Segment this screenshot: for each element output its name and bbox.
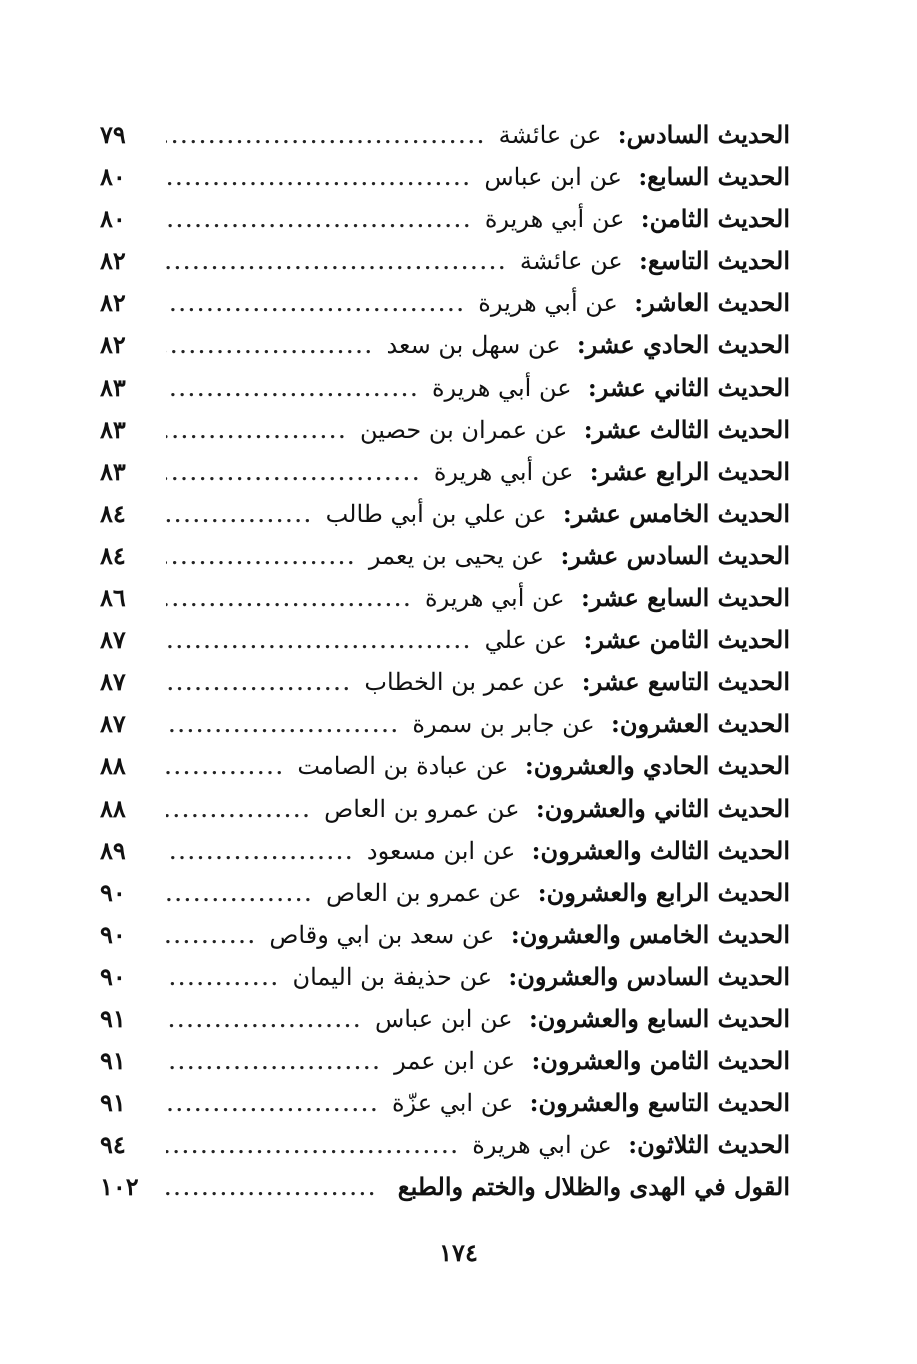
toc-entry-source: عن عمر بن الخطاب: [364, 668, 566, 697]
toc-entry-source: عن ابن عباس: [484, 163, 622, 192]
toc-entry-heading: الحديث الحادي عشر:: [576, 330, 790, 360]
dot-leader: [166, 201, 473, 243]
toc-entry-source: عن سهل بن سعد: [386, 331, 561, 360]
toc-entry: [100, 451, 790, 493]
toc-entry: [100, 1082, 790, 1124]
toc-entry-title: [326, 493, 790, 535]
toc-entry-title: [375, 998, 790, 1040]
toc-entry-source: عن عبادة بن الصامت: [297, 752, 509, 781]
dot-leader: [166, 622, 473, 664]
toc-entry-heading: الحديث التاسع عشر:: [581, 667, 790, 697]
toc-entry-title: [369, 535, 790, 577]
toc-entry-page: ٨٧: [100, 709, 126, 739]
dot-leader: [166, 1001, 363, 1043]
toc-entry: [100, 914, 790, 956]
toc-entry: [100, 324, 790, 366]
toc-entry-title: [478, 282, 790, 324]
toc-entry-page: ٨٢: [100, 288, 126, 318]
dot-leader: [166, 1127, 460, 1169]
toc-entry-heading: الحديث العشرون:: [611, 709, 790, 739]
toc-entry: [100, 998, 790, 1040]
toc-entry-page: ٧٩: [100, 120, 126, 149]
dot-leader: [166, 243, 508, 285]
toc-entry: [100, 619, 790, 661]
toc-entry-source: عن يحيى بن يعمر: [368, 541, 545, 570]
toc-entry-page: ٨٠: [100, 162, 126, 192]
toc-entry-heading: الحديث الثامن عشر:: [583, 625, 790, 655]
toc-entry-title: [386, 324, 790, 366]
toc-entry: [100, 409, 790, 451]
toc-entry-source: عن حذيفة بن اليمان: [292, 962, 493, 991]
toc-entry-heading: الحديث السادس والعشرون:: [508, 961, 790, 991]
dot-leader: [166, 117, 487, 159]
toc-entry-title: [292, 956, 790, 998]
toc-entry: [100, 535, 790, 577]
toc-entry-page: ٨٩: [100, 835, 126, 865]
toc-entry-heading: الحديث الثامن:: [640, 204, 790, 234]
toc-entry-source: عن جابر بن سمرة: [412, 710, 595, 739]
toc-entry-source: عن علي بن أبي طالب: [325, 499, 547, 528]
toc-entry-page: ١٠٢: [100, 1172, 139, 1202]
dot-leader: [166, 664, 352, 706]
toc-entry-title: [360, 409, 790, 451]
toc-entry-page: ٨٠: [100, 204, 126, 234]
toc-entry-page: ٩٠: [100, 961, 126, 991]
toc-entry-page: ٩٠: [100, 919, 126, 949]
toc-entry-title: [432, 367, 790, 409]
toc-entry-page: ٨٢: [100, 330, 126, 360]
toc-entry-title: [367, 830, 790, 872]
toc-entry: [100, 367, 790, 409]
toc-entry-source: عن سعد بن ابي وقاص: [269, 920, 495, 949]
toc-entry-title: [434, 451, 790, 493]
toc-entry-page: ٩٠: [100, 877, 126, 907]
dot-leader: [166, 1169, 378, 1211]
toc-entry: [100, 1166, 790, 1208]
toc-entry-title: [485, 619, 790, 661]
toc-entry: [100, 872, 790, 914]
toc-entry-heading: الحديث الحادي والعشرون:: [524, 751, 790, 781]
toc-entry-title: [364, 661, 790, 703]
toc-entry-page: ٨٢: [100, 246, 126, 276]
toc-entry-title: [392, 1082, 790, 1124]
toc-entry-heading: الحديث الثامن والعشرون:: [531, 1046, 790, 1076]
dot-leader: [166, 580, 413, 622]
toc-entry-page: ٨٣: [100, 456, 126, 486]
dot-leader: [166, 791, 312, 833]
toc-entry: [100, 745, 790, 787]
toc-entry: [100, 493, 790, 535]
toc-entry-source: عن عمران بن حصين: [360, 415, 568, 444]
toc-entry-heading: الحديث السابع والعشرون:: [528, 1003, 790, 1033]
toc-entry-source: عن أبي هريرة: [431, 373, 572, 402]
toc-entry-heading: الحديث الثالث والعشرون:: [531, 835, 790, 865]
dot-leader: [166, 370, 420, 412]
dot-leader: [166, 159, 472, 201]
toc-entry-source: عن عائشة: [498, 121, 602, 149]
toc-entry-title: [520, 240, 790, 282]
toc-entry-page: ٩٤: [100, 1130, 126, 1160]
toc-entry-heading: الحديث العاشر:: [634, 288, 790, 318]
dot-leader: [166, 412, 348, 454]
toc-entry-source: عن أبي هريرة: [433, 457, 574, 486]
dot-leader: [166, 327, 374, 369]
toc-entry: [100, 240, 790, 282]
toc-entry-title: [326, 872, 790, 914]
dot-leader: [166, 454, 422, 496]
toc-entry-heading: الحديث السابع:: [638, 162, 790, 192]
dot-leader: [166, 1043, 382, 1085]
toc-entry-heading: الحديث الخامس عشر:: [562, 498, 790, 528]
toc-entry-title: [485, 198, 790, 240]
toc-entry-source: عن عمرو بن العاص: [324, 794, 520, 823]
toc-entry-heading: الحديث السادس عشر:: [560, 540, 790, 570]
toc-entry: [100, 198, 790, 240]
toc-entry-source: عن علي: [484, 626, 568, 655]
toc-entry-title: [412, 703, 790, 745]
toc-entry-title: [499, 114, 790, 156]
toc-entry: [100, 156, 790, 198]
dot-leader: [166, 285, 466, 327]
toc-entry-page: ٨٣: [100, 414, 126, 444]
page-number: ١٧٤: [439, 1238, 478, 1267]
toc-entry-heading: الحديث السادس:: [617, 120, 790, 149]
toc-entry: [100, 788, 790, 830]
toc-entry-page: ٨٣: [100, 372, 126, 402]
dot-leader: [166, 748, 285, 790]
toc-entry-page: ٨٨: [100, 793, 126, 823]
toc-entry-page: ٨٧: [100, 625, 126, 655]
toc-entry-heading: الحديث الثاني والعشرون:: [535, 793, 790, 823]
dot-leader: [166, 875, 314, 917]
toc-entry-source: عن أبي هريرة: [425, 584, 565, 613]
toc-entry-page: ٨٤: [100, 498, 126, 528]
toc-entry-title: [324, 788, 790, 830]
toc-entry-heading: الحديث الخامس والعشرون:: [510, 919, 790, 949]
toc-entry: [100, 661, 790, 703]
toc-entry-title: [269, 914, 790, 956]
toc-entry-heading: الحديث الثالث عشر:: [583, 414, 790, 444]
toc-entry-title: [394, 1040, 790, 1082]
toc-entry-heading: الحديث الثلاثون:: [628, 1130, 790, 1160]
dot-leader: [166, 959, 280, 1001]
dot-leader: [166, 496, 314, 538]
dot-leader: [166, 706, 400, 748]
toc-entry-source: عن ابن عباس: [374, 1004, 513, 1033]
toc-entry-source: عن ابي عزّة: [391, 1089, 514, 1118]
table-of-contents: [100, 114, 790, 1208]
toc-entry-heading: الحديث التاسع:: [639, 246, 790, 276]
toc-entry-page: ٨٤: [100, 540, 126, 570]
toc-entry-title: [425, 577, 790, 619]
toc-entry: [100, 282, 790, 324]
toc-entry-heading: الحديث الثاني عشر:: [587, 372, 790, 402]
toc-entry-title: [472, 1124, 790, 1166]
toc-entry: [100, 1040, 790, 1082]
toc-entry-title: [297, 745, 790, 787]
toc-entry-heading: الحديث الرابع والعشرون:: [537, 877, 790, 907]
toc-entry-title: [390, 1166, 790, 1208]
dot-leader: [166, 833, 355, 875]
toc-entry-source: عن عمرو بن العاص: [326, 878, 522, 907]
toc-entry-source: عن ابي هريرة: [472, 1131, 612, 1160]
toc-entry-page: ٩١: [100, 1046, 126, 1076]
dot-leader: [166, 1085, 380, 1127]
toc-entry: [100, 1124, 790, 1166]
toc-entry-heading: الحديث التاسع والعشرون:: [529, 1088, 790, 1118]
toc-entry-page: ٩١: [100, 1003, 126, 1033]
toc-entry: [100, 703, 790, 745]
toc-entry-page: ٨٦: [100, 583, 126, 613]
toc-entry-source: عن ابن مسعود: [366, 836, 516, 865]
toc-entry: [100, 830, 790, 872]
toc-entry: [100, 577, 790, 619]
toc-entry-source: عن أبي هريرة: [484, 205, 625, 234]
toc-entry-page: ٨٨: [100, 751, 126, 781]
toc-entry-heading: القول في الهدى والظلال والختم والطبع: [397, 1172, 790, 1202]
toc-entry: [100, 114, 790, 156]
dot-leader: [166, 917, 257, 959]
dot-leader: [166, 538, 357, 580]
toc-entry-title: [484, 156, 790, 198]
toc-entry-heading: الحديث السابع عشر:: [580, 583, 790, 613]
toc-entry-source: عن أبي هريرة: [478, 289, 618, 318]
toc-entry-page: ٨٧: [100, 667, 126, 697]
toc-entry-source: عن عائشة: [519, 247, 623, 276]
toc-entry-heading: الحديث الرابع عشر:: [589, 456, 790, 486]
toc-entry: [100, 956, 790, 998]
toc-entry-page: ٩١: [100, 1088, 126, 1118]
toc-entry-source: عن ابن عمر: [394, 1047, 516, 1076]
